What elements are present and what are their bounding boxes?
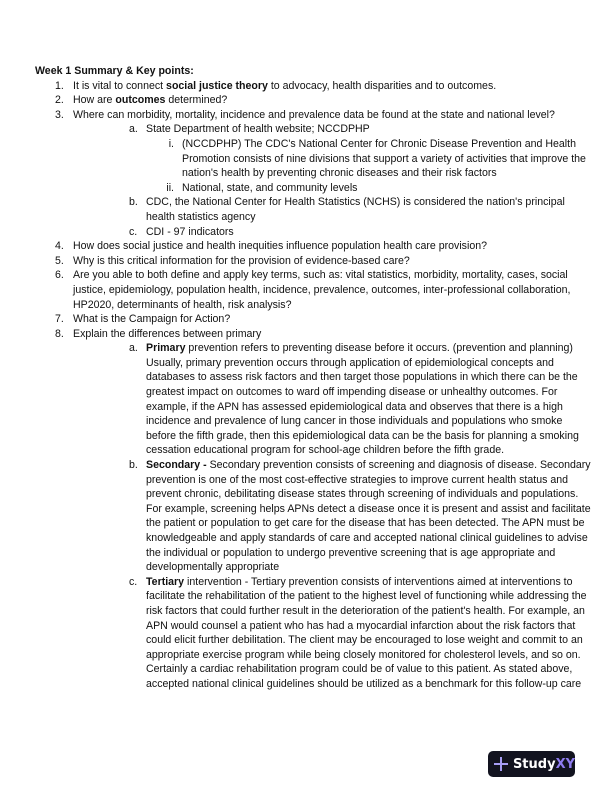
page-title: Week 1 Summary & Key points: [35,65,194,77]
list-item: c. CDI - 97 indicators [129,225,234,238]
list-marker: c. [129,575,138,588]
list-marker: ii. [166,181,174,194]
list-item: i. (NCCDPHP) The CDC's National Center for Chronic Disease Prevention and Health Promotion consists of nine divisions that support a variety of activities that improve the nation's health by preventing chronic diseases and their risk factors [146,137,595,181]
list-item: ii. National, state, and community levels [146,181,595,196]
list-item: 1. It is vital to connect social justice theory to advocacy, health disparities and to outcomes. [55,79,497,92]
list-marker: 3. [55,108,64,121]
sub-sub-list [146,137,595,195]
list-marker: a. [129,342,138,355]
key-points-list [35,79,595,692]
list-marker: 4. [55,240,64,253]
list-item: 6. Are you able to both define and apply key terms, such as: vital statistics, morbidity, mortality, cases, social justice, epidemiology, population health, incidence, prevalence, outcomes, inter-professional collaboration, HP2020, determinants of health, risk analysis? [55,269,571,311]
studyxy-badge[interactable] [488,751,575,777]
list-item: 5. Why is this critical information for the provision of evidence-based care? [55,254,410,267]
list-marker: 1. [55,79,64,92]
brand-name-part1: Study [512,756,556,772]
list-marker: 5. [55,254,64,267]
list-marker: 7. [55,313,64,326]
sub-list [111,122,595,239]
list-marker: i. [168,137,174,150]
list-item: 8. Explain the differences between primary a. Primary prevention refers to preventing disease before it occurs. (prevention and planning) Usually, primary prevention occurs through application of epidemiological concepts and databases to assess risk factors and then target those populations in which there can be the greatest impact on outcomes to ward off impending disease or unhealthy outcomes. For example, if the APN has assessed epidemiological data and observes that there is a high incidence and prevalence of lung cancer in those individuals and populations who smoke before the fifth grade, then this epidemiological data can be the basis for planning a smoking cessation educational program for school-age children before the fifth grade. b. Secondary - Secondary prevention consists of screening and diagnosis of disease. Secondary prevention is one of the most cost-effective strategies to improve current health status and prevent chronic, debilitating disease states through screening of individuals and populations. For example, screening helps APNs detect a disease once it is present and assist and facilitate the patient or population to get care for the disease that has been detected. The APN must be knowledgeable and apply standards of care and accepted national clinical guidelines to advise the individual or population to undergo preventive screening that is age appropriate and developmentally appropriate c. Tertiary intervention - Tertiary prevention consists of interventions aimed at interventions to facilitate the rehabilitation of the patient to the highest level of functioning while addressing the risk factors that could further result in the deterioration of the patient's health. For example, an APN would counsel a patient who has had a myocardial infarction about the risk factors that could elicit further debilitation. The client may be encouraged to lose weight and commit to an appropriate exercise program while being closely monitored for cholesterol levels, and so on. Certainly a cardiac rehabilitation program could be of value to this patient. As stated above, accepted national clinical guidelines should be utilized as a benchmark for this follow-up care [35,327,595,692]
list-item: a. Primary prevention refers to preventing disease before it occurs. (prevention and planning) Usually, primary prevention occurs through application of epidemiological concepts and databases to assess risk factors and then target those populations in which there can be the greatest impact on outcomes to ward off impending disease or unhealthy outcomes. For example, if the APN has assessed epidemiological data and observes that there is a high incidence and prevalence of lung cancer in those individuals and populations who smoke before the fifth grade, then this epidemiological data can be the basis for planning a smoking cessation educational program for school-age children before the fifth grade. [129,342,579,457]
list-item: a. State Department of health website; NCCDPHP i. (NCCDPHP) The CDC's National Center for Chronic Disease Prevention and Health Promotion consists of nine divisions that support a variety of activities that improve the nation's health by preventing chronic diseases and their risk factors ii. National, state, and community levels [111,122,595,195]
document-body [35,64,595,692]
list-item: c. Tertiary intervention - Tertiary prevention consists of interventions aimed at interventions to facilitate the rehabilitation of the patient to the highest level of functioning while addressing the risk factors that could further result in the deterioration of the patient's health. For example, an APN would counsel a patient who has had a myocardial infarction about the risk factors that could elicit further debilitation. The client may be encouraged to lose weight and commit to an appropriate exercise program while being closely monitored for cholesterol levels, and so on. Certainly a cardiac rehabilitation program could be of value to this patient. As stated above, accepted national clinical guidelines should be utilized as a benchmark for this follow-up care [129,575,587,690]
list-item: 2. How are outcomes determined? [55,94,228,107]
brand-name-part2: XY [555,756,575,772]
list-marker: 2. [55,94,64,107]
list-marker: b. [129,459,138,472]
list-item: 3. Where can morbidity, mortality, incidence and prevalence data be found at the state and national level? a. State Department of health website; NCCDPHP i. (NCCDPHP) The CDC's National Center for Chronic Disease Prevention and Health Promotion consists of nine divisions that support a variety of activities that improve the nation's health by preventing chronic diseases and their risk factors ii. National, state, and community levels b. CDC, the National Center for Health Statistics (NCHS) is considered the nation's principal health statistics agency c. CDI - 97 indicators [35,108,595,239]
list-marker: b. [129,196,138,209]
list-marker: 6. [55,269,64,282]
list-item: 4. How does social justice and health inequities influence population health care provision? [55,240,488,253]
list-marker: c. [129,225,138,238]
plus-icon [493,756,508,772]
list-item: b. CDC, the National Center for Health Statistics (NCHS) is considered the nation's principal health statistics agency [129,196,565,223]
list-item: b. Secondary - Secondary prevention consists of screening and diagnosis of disease. Secondary prevention is one of the most cost-effective strategies to improve current health status and prevent chronic, debilitating disease states through screening of individuals and populations. For example, screening helps APNs detect a disease once it is present and assist and facilitate the patient or population to get care for the disease that has been detected. The APN must be knowledgeable and apply standards of care and accepted national clinical guidelines to advise the individual or population to undergo preventive screening that is age appropriate and developmentally appropriate [129,459,591,574]
list-marker: 8. [55,327,64,340]
list-item: 7. What is the Campaign for Action? [55,313,231,326]
sub-list [111,341,595,691]
list-marker: a. [129,123,138,136]
